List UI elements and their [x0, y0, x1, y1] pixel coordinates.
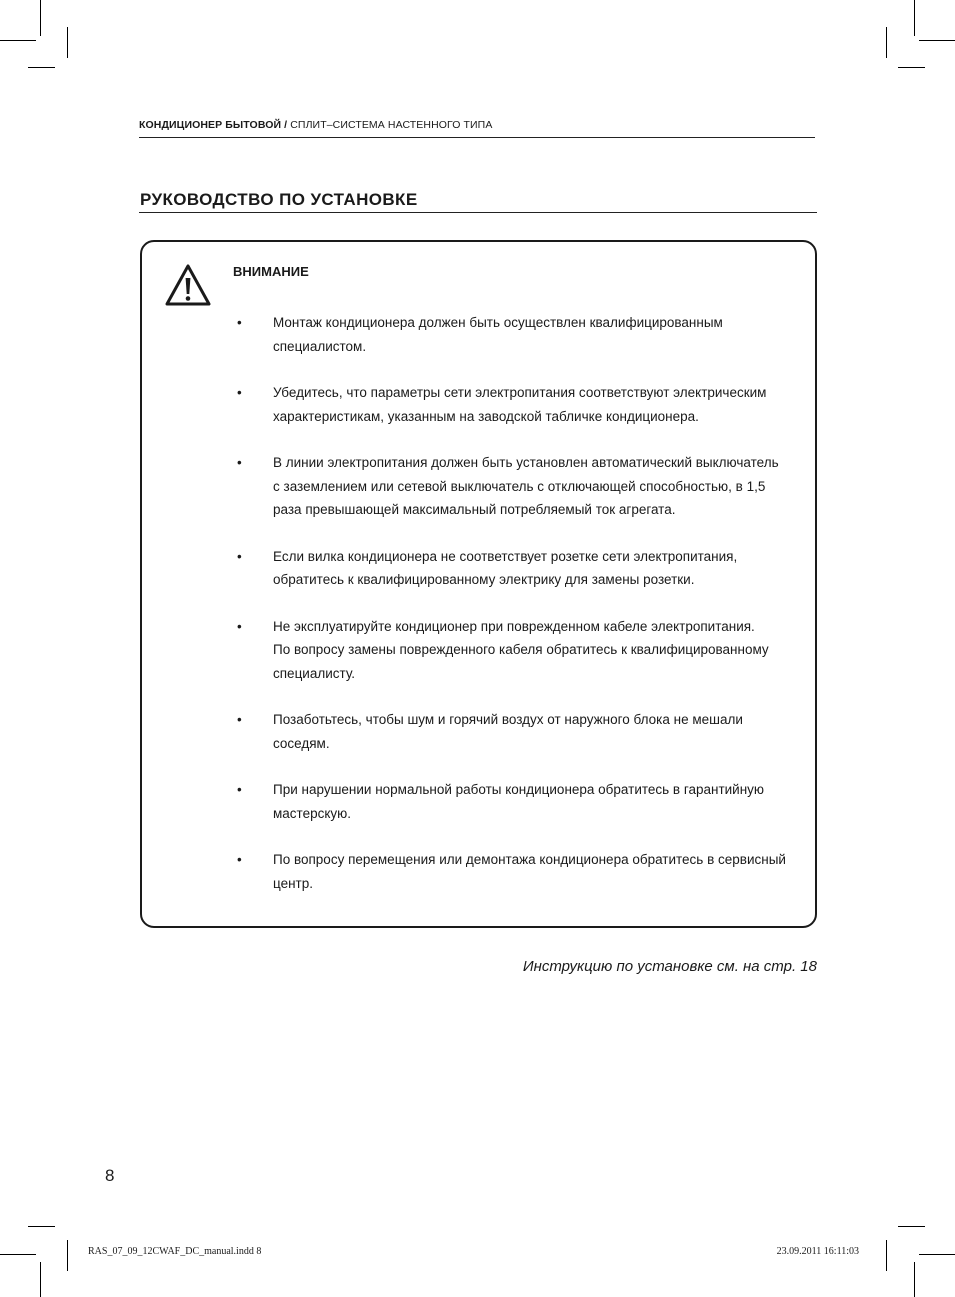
slug-timestamp: 23.09.2011 16:11:03	[776, 1246, 859, 1257]
list-item	[235, 311, 800, 358]
list-item	[235, 708, 800, 755]
section-divider	[139, 212, 817, 213]
header-category: КОНДИЦИОНЕР БЫТОВОЙ /	[139, 119, 288, 131]
bullet-dot: •	[237, 852, 242, 867]
list-item-text: По вопросу перемещения или демонтажа кондиционера обратитесь в сервисный центр.	[273, 852, 786, 891]
slug-filename: RAS_07_09_12CWAF_DC_manual.indd 8	[88, 1246, 262, 1257]
list-item	[235, 848, 800, 895]
warning-title: ВНИМАНИЕ	[233, 264, 309, 279]
list-item-text: Позаботьтесь, чтобы шум и горячий воздух от наружного блока не мешали соседям.	[273, 712, 743, 751]
bullet-dot: •	[237, 618, 242, 634]
section-title: РУКОВОДСТВО ПО УСТАНОВКЕ	[140, 190, 418, 209]
bullet-dot: •	[237, 455, 242, 470]
list-item	[235, 451, 800, 522]
warning-list	[235, 311, 800, 918]
bullet-dot: •	[237, 315, 242, 330]
page-number: 8	[105, 1166, 115, 1185]
list-item	[235, 545, 800, 592]
bullet-dot: •	[237, 782, 242, 797]
list-item-text: Монтаж кондиционера должен быть осуществлен квалифицированным специалистом.	[273, 315, 723, 354]
header-subtitle: СПЛИТ–СИСТЕМА НАСТЕННОГО ТИПА	[290, 119, 493, 131]
list-item-text: Убедитесь, что параметры сети электропитания соответствуют электрическим характеристикам, указанным на заводской табличке кондиционера.	[273, 385, 767, 424]
running-header	[139, 119, 815, 131]
bullet-dot: •	[237, 712, 242, 727]
list-item-text: Если вилка кондиционера не соответствует розетке сети электропитания, обратитесь к квалифицированному электрику для замены розетки.	[273, 548, 738, 587]
list-item	[235, 615, 800, 686]
list-item-text: Не эксплуатируйте кондиционер при поврежденном кабеле электропитания. По вопросу замены поврежденного кабеля обратитесь к квалифицированному специалисту.	[273, 618, 769, 681]
bullet-dot: •	[237, 385, 242, 400]
warning-triangle-icon	[164, 263, 212, 307]
install-reference-note: Инструкцию по установке см. на стр. 18	[522, 958, 817, 975]
bullet-dot: •	[237, 548, 242, 564]
list-item-text: При нарушении нормальной работы кондиционера обратитесь в гарантийную мастерскую.	[273, 782, 765, 821]
list-item	[235, 778, 800, 825]
header-divider	[139, 137, 815, 138]
list-item-text: В линии электропитания должен быть установлен автоматический выключатель с заземлением или сетевой выключатель с отключающей способностью, в 1,5 раза превышающей максимальный потребляемый ток агрегата.	[273, 455, 779, 517]
list-item	[235, 381, 800, 428]
